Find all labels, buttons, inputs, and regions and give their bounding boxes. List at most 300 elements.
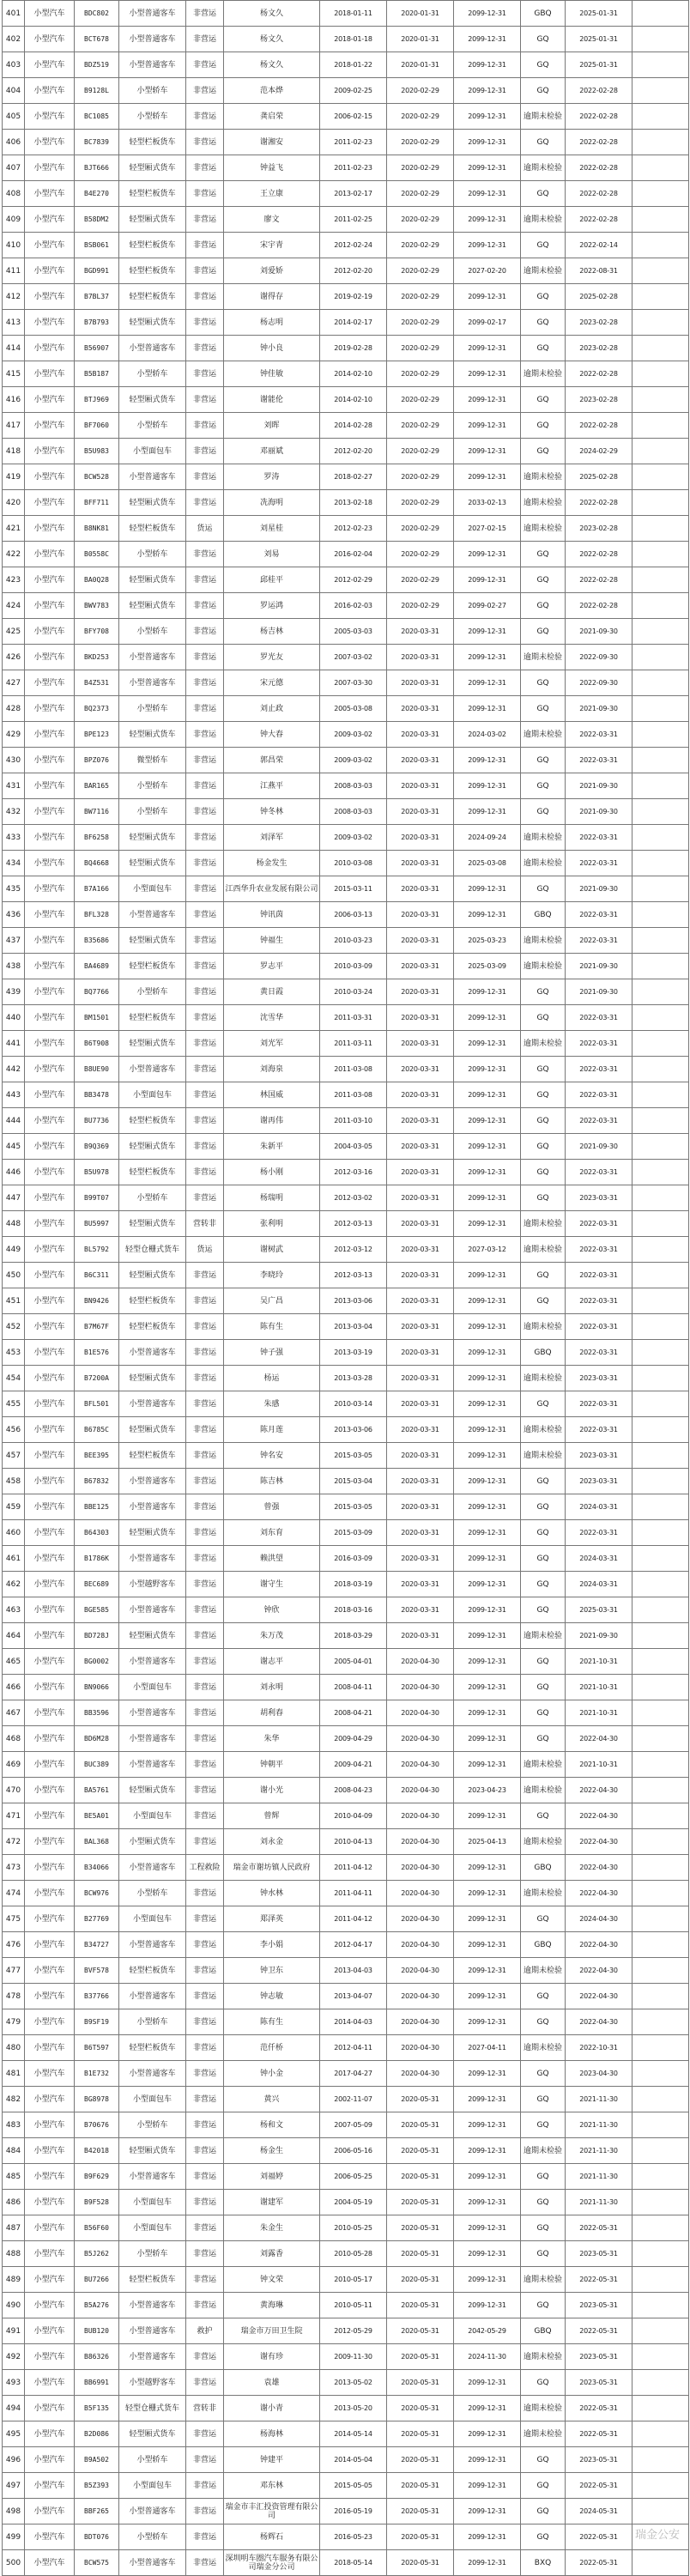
scrap-date: 2099-12-31	[454, 1572, 521, 1597]
first-registration-date: 2011-02-25	[320, 207, 387, 233]
inspection-due-date: 2020-02-29	[387, 567, 454, 593]
plate-number: BC1085	[75, 104, 119, 130]
first-registration-date: 2011-03-11	[320, 1031, 387, 1057]
owner: 钟子强	[224, 1340, 320, 1366]
table-row	[3, 799, 689, 825]
insurance-end-date: 2021-09-30	[566, 876, 632, 902]
plate-type: 小型汽车	[25, 1572, 75, 1597]
vehicle-type: 轻型厢式货车	[119, 1417, 186, 1443]
insurance-end-date: 2025-01-31	[566, 1, 632, 27]
scrap-date: 2099-12-31	[454, 2009, 521, 2035]
table-row	[3, 233, 689, 258]
plate-number: BFY708	[75, 619, 119, 645]
first-registration-date: 2012-03-12	[320, 1237, 387, 1263]
status: GQ	[521, 336, 566, 361]
blank-cell	[632, 2087, 689, 2112]
inspection-due-date: 2020-02-29	[387, 284, 454, 310]
plate-type: 小型汽车	[25, 2164, 75, 2190]
plate-number: B5B187	[75, 361, 119, 387]
row-number: 494	[3, 2396, 25, 2421]
plate-number: BBF265	[75, 2499, 119, 2524]
plate-number: B9A502	[75, 2447, 119, 2473]
blank-cell	[632, 1237, 689, 1263]
row-number: 415	[3, 361, 25, 387]
plate-number: B6785C	[75, 1417, 119, 1443]
plate-type: 小型汽车	[25, 696, 75, 722]
scrap-date: 2024-09-24	[454, 825, 521, 851]
row-number: 438	[3, 954, 25, 979]
owner: 黄日霞	[224, 979, 320, 1005]
owner: 宋宇青	[224, 233, 320, 258]
vehicle-type: 小型越野客车	[119, 1572, 186, 1597]
inspection-due-date: 2020-03-31	[387, 876, 454, 902]
owner: 陈月莲	[224, 1417, 320, 1443]
owner: 刘海泉	[224, 1057, 320, 1082]
row-number: 422	[3, 542, 25, 567]
plate-type: 小型汽车	[25, 155, 75, 181]
insurance-end-date: 2025-02-28	[566, 284, 632, 310]
row-number: 412	[3, 284, 25, 310]
scrap-date: 2099-12-31	[454, 1881, 521, 1906]
status: 逾期未检验	[521, 1881, 566, 1906]
scrap-date: 2099-12-31	[454, 799, 521, 825]
insurance-end-date: 2022-03-31	[566, 851, 632, 876]
owner: 杨辉石	[224, 2524, 320, 2550]
plate-type: 小型汽车	[25, 1675, 75, 1700]
scrap-date: 2099-12-31	[454, 155, 521, 181]
owner: 王立康	[224, 181, 320, 207]
first-registration-date: 2018-01-11	[320, 1, 387, 27]
inspection-due-date: 2020-03-31	[387, 1057, 454, 1082]
insurance-end-date: 2021-09-30	[566, 1623, 632, 1649]
scrap-date: 2099-12-31	[454, 1803, 521, 1829]
blank-cell	[632, 516, 689, 542]
plate-number: B34066	[75, 1855, 119, 1881]
plate-type: 小型汽车	[25, 1211, 75, 1237]
row-number: 492	[3, 2344, 25, 2370]
row-number: 404	[3, 78, 25, 104]
status: 逾期未检验	[521, 825, 566, 851]
vehicle-type: 轻型栏板货车	[119, 1288, 186, 1314]
plate-number: BUC389	[75, 1752, 119, 1778]
row-number: 471	[3, 1803, 25, 1829]
inspection-due-date: 2020-05-31	[387, 2241, 454, 2267]
table-row	[3, 1417, 689, 1443]
status: GQ	[521, 181, 566, 207]
blank-cell	[632, 2473, 689, 2499]
inspection-due-date: 2020-03-31	[387, 748, 454, 773]
scrap-date: 2099-12-31	[454, 387, 521, 413]
table-row	[3, 1906, 689, 1932]
inspection-due-date: 2020-05-31	[387, 2499, 454, 2524]
plate-type: 小型汽车	[25, 104, 75, 130]
vehicle-type: 小型普通客车	[119, 1546, 186, 1572]
plate-type: 小型汽车	[25, 1958, 75, 1984]
plate-type: 小型汽车	[25, 1597, 75, 1623]
plate-number: BGD991	[75, 258, 119, 284]
insurance-end-date: 2022-04-30	[566, 1881, 632, 1906]
scrap-date: 2099-12-31	[454, 2112, 521, 2138]
insurance-end-date: 2022-02-28	[566, 78, 632, 104]
blank-cell	[632, 1031, 689, 1057]
scrap-date: 2099-12-31	[454, 567, 521, 593]
owner: 钟讯茵	[224, 902, 320, 928]
row-number: 442	[3, 1057, 25, 1082]
row-number: 464	[3, 1623, 25, 1649]
plate-type: 小型汽车	[25, 78, 75, 104]
blank-cell	[632, 1443, 689, 1469]
insurance-end-date: 2022-03-31	[566, 1031, 632, 1057]
scrap-date: 2099-12-31	[454, 1649, 521, 1675]
insurance-end-date: 2023-02-28	[566, 310, 632, 336]
status: GQ	[521, 439, 566, 464]
plate-type: 小型汽车	[25, 1829, 75, 1855]
plate-type: 小型汽车	[25, 2318, 75, 2344]
table-row	[3, 593, 689, 619]
blank-cell	[632, 1546, 689, 1572]
scrap-date: 2099-12-31	[454, 902, 521, 928]
status: GQ	[521, 1675, 566, 1700]
blank-cell	[632, 593, 689, 619]
plate-number: B27769	[75, 1906, 119, 1932]
plate-type: 小型汽车	[25, 2112, 75, 2138]
plate-type: 小型汽车	[25, 310, 75, 336]
first-registration-date: 2013-04-03	[320, 1958, 387, 1984]
row-number: 495	[3, 2421, 25, 2447]
first-registration-date: 2006-05-25	[320, 2164, 387, 2190]
vehicle-type: 轻型栏板货车	[119, 1314, 186, 1340]
scrap-date: 2033-02-13	[454, 490, 521, 516]
usage: 非营运	[186, 928, 224, 954]
owner: 杨海林	[224, 2421, 320, 2447]
plate-type: 小型汽车	[25, 748, 75, 773]
status: GQ	[521, 130, 566, 155]
usage: 非营运	[186, 645, 224, 670]
row-number: 421	[3, 516, 25, 542]
plate-number: B9F528	[75, 2190, 119, 2215]
table-row	[3, 1778, 689, 1803]
first-registration-date: 2015-03-04	[320, 1469, 387, 1494]
first-registration-date: 2013-03-06	[320, 1417, 387, 1443]
row-number: 419	[3, 464, 25, 490]
table-row	[3, 902, 689, 928]
scrap-date: 2099-12-31	[454, 1597, 521, 1623]
vehicle-type: 轻型栏板货车	[119, 284, 186, 310]
plate-number: B64303	[75, 1520, 119, 1546]
plate-number: B9Q369	[75, 1134, 119, 1160]
status: GQ	[521, 1263, 566, 1288]
blank-cell	[632, 2009, 689, 2035]
plate-number: B5Z393	[75, 2473, 119, 2499]
table-row	[3, 567, 689, 593]
insurance-end-date: 2022-03-31	[566, 928, 632, 954]
row-number: 480	[3, 2035, 25, 2061]
first-registration-date: 2018-02-27	[320, 464, 387, 490]
owner: 杨文久	[224, 27, 320, 52]
insurance-end-date: 2023-02-28	[566, 336, 632, 361]
plate-number: BCW976	[75, 1881, 119, 1906]
scrap-date: 2099-12-31	[454, 1932, 521, 1958]
usage: 非营运	[186, 2241, 224, 2267]
usage: 非营运	[186, 2087, 224, 2112]
plate-type: 小型汽车	[25, 1185, 75, 1211]
insurance-end-date: 2023-03-31	[566, 1443, 632, 1469]
insurance-end-date: 2022-03-31	[566, 902, 632, 928]
inspection-due-date: 2020-02-29	[387, 516, 454, 542]
plate-type: 小型汽车	[25, 2550, 75, 2576]
first-registration-date: 2015-05-05	[320, 2473, 387, 2499]
row-number: 458	[3, 1469, 25, 1494]
usage: 非营运	[186, 258, 224, 284]
usage: 非营运	[186, 2344, 224, 2370]
usage: 非营运	[186, 1134, 224, 1160]
first-registration-date: 2013-03-19	[320, 1340, 387, 1366]
blank-cell	[632, 258, 689, 284]
scrap-date: 2099-12-31	[454, 876, 521, 902]
plate-type: 小型汽车	[25, 207, 75, 233]
vehicle-type: 小型轿车	[119, 799, 186, 825]
inspection-due-date: 2020-03-31	[387, 928, 454, 954]
scrap-date: 2099-12-31	[454, 1469, 521, 1494]
plate-type: 小型汽车	[25, 1881, 75, 1906]
status: GQ	[521, 979, 566, 1005]
blank-cell	[632, 619, 689, 645]
table-row	[3, 490, 689, 516]
usage: 非营运	[186, 1160, 224, 1185]
status: GQ	[521, 670, 566, 696]
insurance-end-date: 2021-09-30	[566, 619, 632, 645]
scrap-date: 2099-12-31	[454, 2293, 521, 2318]
scrap-date: 2099-12-31	[454, 104, 521, 130]
usage: 非营运	[186, 593, 224, 619]
plate-number: B7A166	[75, 876, 119, 902]
inspection-due-date: 2020-03-31	[387, 1572, 454, 1597]
plate-number: BBE125	[75, 1494, 119, 1520]
inspection-due-date: 2020-05-31	[387, 2550, 454, 2576]
scrap-date: 2099-12-31	[454, 78, 521, 104]
blank-cell	[632, 876, 689, 902]
usage: 非营运	[186, 1340, 224, 1366]
plate-type: 小型汽车	[25, 2215, 75, 2241]
inspection-due-date: 2020-03-31	[387, 1082, 454, 1108]
plate-type: 小型汽车	[25, 670, 75, 696]
vehicle-type: 小型普通客车	[119, 1984, 186, 2009]
plate-number: BJT666	[75, 155, 119, 181]
table-row	[3, 516, 689, 542]
owner: 沈雪华	[224, 1005, 320, 1031]
usage: 非营运	[186, 1, 224, 27]
row-number: 452	[3, 1314, 25, 1340]
status: GBQ	[521, 1340, 566, 1366]
row-number: 405	[3, 104, 25, 130]
usage: 货运	[186, 1237, 224, 1263]
scrap-date: 2025-03-23	[454, 928, 521, 954]
vehicle-type: 小型普通客车	[119, 645, 186, 670]
first-registration-date: 2009-03-02	[320, 825, 387, 851]
plate-number: BN9426	[75, 1288, 119, 1314]
plate-type: 小型汽车	[25, 1134, 75, 1160]
plate-type: 小型汽车	[25, 1520, 75, 1546]
first-registration-date: 2013-05-20	[320, 2396, 387, 2421]
vehicle-type: 小型面包车	[119, 1082, 186, 1108]
table-row	[3, 722, 689, 748]
blank-cell	[632, 542, 689, 567]
plate-number: B1E576	[75, 1340, 119, 1366]
first-registration-date: 2013-03-06	[320, 1288, 387, 1314]
usage: 非营运	[186, 1984, 224, 2009]
first-registration-date: 2014-02-10	[320, 361, 387, 387]
blank-cell	[632, 1958, 689, 1984]
plate-type: 小型汽车	[25, 258, 75, 284]
plate-number: BQ4668	[75, 851, 119, 876]
plate-type: 小型汽车	[25, 593, 75, 619]
insurance-end-date: 2022-02-14	[566, 233, 632, 258]
first-registration-date: 2007-05-09	[320, 2112, 387, 2138]
row-number: 429	[3, 722, 25, 748]
plate-number: BM1501	[75, 1005, 119, 1031]
owner: 谢得存	[224, 284, 320, 310]
vehicle-type: 小型普通客车	[119, 1700, 186, 1726]
status: GQ	[521, 310, 566, 336]
insurance-end-date: 2022-04-30	[566, 1803, 632, 1829]
inspection-due-date: 2020-03-31	[387, 1546, 454, 1572]
blank-cell	[632, 1520, 689, 1546]
insurance-end-date: 2021-09-30	[566, 799, 632, 825]
usage: 非营运	[186, 181, 224, 207]
owner: 龚启荣	[224, 104, 320, 130]
blank-cell	[632, 2035, 689, 2061]
table-row	[3, 1263, 689, 1288]
plate-number: BD6M28	[75, 1726, 119, 1752]
plate-number: BEC689	[75, 1572, 119, 1597]
scrap-date: 2099-12-31	[454, 1984, 521, 2009]
inspection-due-date: 2020-05-31	[387, 2087, 454, 2112]
row-number: 420	[3, 490, 25, 516]
insurance-end-date: 2025-03-31	[566, 1597, 632, 1623]
row-number: 409	[3, 207, 25, 233]
usage: 非营运	[186, 722, 224, 748]
vehicle-type: 小型普通客车	[119, 1469, 186, 1494]
owner: 杨吉林	[224, 619, 320, 645]
plate-number: BB3596	[75, 1700, 119, 1726]
inspection-due-date: 2020-03-31	[387, 1417, 454, 1443]
blank-cell	[632, 310, 689, 336]
blank-cell	[632, 1623, 689, 1649]
scrap-date: 2099-12-31	[454, 2447, 521, 2473]
first-registration-date: 2010-05-28	[320, 2241, 387, 2267]
usage: 非营运	[186, 799, 224, 825]
plate-type: 小型汽车	[25, 1237, 75, 1263]
owner: 杨运	[224, 1366, 320, 1391]
insurance-end-date: 2022-03-31	[566, 825, 632, 851]
inspection-due-date: 2020-02-29	[387, 130, 454, 155]
plate-number: B4E270	[75, 181, 119, 207]
usage: 非营运	[186, 1932, 224, 1958]
owner: 陈吉林	[224, 1469, 320, 1494]
table-row	[3, 27, 689, 52]
first-registration-date: 2012-03-16	[320, 1160, 387, 1185]
insurance-end-date: 2025-01-31	[566, 52, 632, 78]
row-number: 474	[3, 1881, 25, 1906]
plate-type: 小型汽车	[25, 1494, 75, 1520]
row-number: 491	[3, 2318, 25, 2344]
blank-cell	[632, 645, 689, 670]
usage: 工程救险	[186, 1855, 224, 1881]
row-number: 437	[3, 928, 25, 954]
watermark: 瑞金公安	[634, 2529, 680, 2542]
insurance-end-date: 2024-03-31	[566, 1546, 632, 1572]
first-registration-date: 2013-05-02	[320, 2370, 387, 2396]
row-number: 426	[3, 645, 25, 670]
plate-number: B34727	[75, 1932, 119, 1958]
vehicle-type: 小型轿车	[119, 696, 186, 722]
vehicle-type: 小型普通客车	[119, 2318, 186, 2344]
first-registration-date: 2010-03-24	[320, 979, 387, 1005]
row-number: 460	[3, 1520, 25, 1546]
first-registration-date: 2008-04-21	[320, 1700, 387, 1726]
scrap-date: 2027-02-20	[454, 258, 521, 284]
scrap-date: 2099-12-31	[454, 1134, 521, 1160]
status: GQ	[521, 1597, 566, 1623]
status: 逾期未检验	[521, 104, 566, 130]
vehicle-type: 轻型厢式货车	[119, 2421, 186, 2447]
first-registration-date: 2010-03-09	[320, 954, 387, 979]
inspection-due-date: 2020-03-31	[387, 1211, 454, 1237]
table-row	[3, 1366, 689, 1391]
scrap-date: 2099-12-31	[454, 1366, 521, 1391]
insurance-end-date: 2022-10-31	[566, 2035, 632, 2061]
insurance-end-date: 2023-02-28	[566, 516, 632, 542]
table-row	[3, 1520, 689, 1546]
plate-number: BU7736	[75, 1108, 119, 1134]
table-row	[3, 387, 689, 413]
status: GQ	[521, 748, 566, 773]
plate-number: B67832	[75, 1469, 119, 1494]
table-row	[3, 2396, 689, 2421]
status: GQ	[521, 773, 566, 799]
status: GQ	[521, 593, 566, 619]
plate-number: BVF578	[75, 1958, 119, 1984]
vehicle-type: 小型普通客车	[119, 1932, 186, 1958]
usage: 非营运	[186, 1778, 224, 1803]
vehicle-type: 轻型栏板货车	[119, 516, 186, 542]
table-row	[3, 310, 689, 336]
row-number: 482	[3, 2087, 25, 2112]
blank-cell	[632, 27, 689, 52]
first-registration-date: 2010-05-25	[320, 2215, 387, 2241]
insurance-end-date: 2022-04-30	[566, 1829, 632, 1855]
plate-type: 小型汽车	[25, 645, 75, 670]
first-registration-date: 2012-04-11	[320, 2035, 387, 2061]
scrap-date: 2099-12-31	[454, 696, 521, 722]
usage: 非营运	[186, 2473, 224, 2499]
scrap-date: 2025-03-09	[454, 954, 521, 979]
vehicle-type: 轻型厢式货车	[119, 1211, 186, 1237]
table-row	[3, 104, 689, 130]
plate-number: BFF711	[75, 490, 119, 516]
vehicle-type: 小型普通客车	[119, 1494, 186, 1520]
table-row	[3, 1649, 689, 1675]
inspection-due-date: 2020-03-31	[387, 1340, 454, 1366]
vehicle-type: 轻型栏板货车	[119, 2267, 186, 2293]
table-row	[3, 851, 689, 876]
usage: 非营运	[186, 1185, 224, 1211]
first-registration-date: 2007-03-02	[320, 645, 387, 670]
row-number: 417	[3, 413, 25, 439]
scrap-date: 2099-12-31	[454, 336, 521, 361]
table-row	[3, 1546, 689, 1572]
blank-cell	[632, 336, 689, 361]
